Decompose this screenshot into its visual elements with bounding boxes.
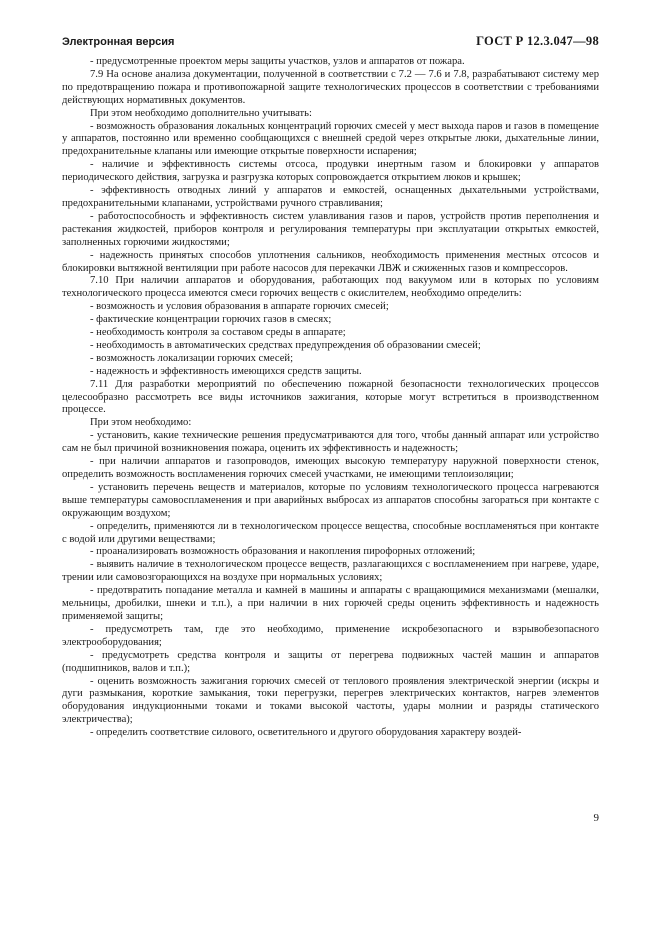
paragraph: - предусмотренные проектом меры защиты участков, узлов и аппаратов от пожара. — [90, 56, 465, 67]
paragraph: - возможность образования локальных концентраций горючих смесей у мест выхода паров и газов в помещение у аппаратов, постоянно или временно сообщающихся с внешней средой через открытые люки, дыхательные линии, предохранительные клапаны или имеющие открытые поверхности испарения; — [62, 120, 599, 158]
paragraph: - проанализировать возможность образования и накопления пирофорных отложений; — [90, 546, 476, 558]
header-standard-number: ГОСТ Р 12.3.047—98 — [476, 34, 599, 48]
paragraph: - установить перечень веществ и материалов, которые по условиям технологического процесса нагреваются выше температуры самовоспламенения и при аварийных выбросах из аппаратов способны загораться при контакте с окружающим воздухом; — [62, 481, 599, 519]
paragraph: - определить соответствие силового, осветительного и другого оборудования характеру воздей- — [90, 727, 522, 739]
paragraph: - предусмотреть средства контроля и защиты от перегрева подвижных частей машин и аппаратов (подшипников, валов и т.п.); — [62, 649, 599, 674]
page-number: 9 — [593, 812, 599, 824]
paragraph: При этом необходимо дополнительно учитывать: — [90, 107, 312, 119]
paragraph: 7.11 Для разработки мероприятий по обеспечению пожарной безопасности технологических процессов целесообразно рассмотреть все виды источников зажигания, которые могут встретиться в производственном процессе. — [62, 378, 599, 416]
paragraph: 7.10 При наличии аппаратов и оборудования, работающих под вакуумом или в которых по условиям технологического процесса имеются смеси горючих веществ с окислителем, необходимо определить: — [62, 275, 599, 300]
paragraph: - предусмотреть там, где это необходимо, применение искробезопасного и взрывобезопасного электрооборудования; — [62, 623, 599, 648]
paragraph: - возможность локализации горючих смесей; — [90, 352, 294, 364]
paragraph: - наличие и эффективность системы отсоса, продувки инертным газом и блокировки у аппаратов периодического действия, загрузка и разгрузка которых сопровождается открытием люков и крышек; — [62, 159, 599, 184]
paragraph: - выявить наличие в технологическом процессе веществ, разлагающихся с воспламенением при нагреве, ударе, трении или самовозгорающихся на воздухе при нормальных условиях; — [62, 559, 599, 584]
paragraph: - установить, какие технические решения предусматриваются для того, чтобы данный аппарат или устройство сам не был причиной возникновения пожара, оценить их эффективность и надежность; — [62, 430, 599, 455]
paragraph: - фактические концентрации горючих газов в смесях; — [90, 314, 332, 326]
header-edition-label: Электронная версия — [62, 36, 175, 48]
paragraph: 7.9 На основе анализа документации, полученной в соответствии с 7.2 — 7.6 и 7.8, разрабатывают систему мер по предотвращению пожара и противопожарной защите технологических процессов в соответствии с требованиями действующих нормативных документов. — [62, 68, 599, 106]
paragraph: - надежность и эффективность имеющихся средств защиты. — [90, 365, 362, 377]
paragraph: - определить, применяются ли в технологическом процессе вещества, способные воспламеняться при контакте с водой или другими веществами; — [62, 520, 599, 545]
paragraph: - необходимость в автоматических средствах предупреждения об образовании смесей; — [90, 339, 481, 351]
paragraph: - эффективность отводных линий у аппаратов и емкостей, оснащенных дыхательными устройствами, предохранительными клапанами, устройствами ручного стравливания; — [62, 185, 599, 209]
paragraph: - предотвратить попадание металла и камней в машины и аппараты с вращающимися механизмами (мешалки, мельницы, дробилки, шнеки и т.п.), а при наличии в них горючей среды оценить эффективность и надежность применяемой защиты; — [62, 585, 599, 622]
paragraph: При этом необходимо: — [90, 417, 192, 429]
paragraph: - необходимость контроля за составом среды в аппарате; — [90, 327, 346, 339]
paragraph: - надежность принятых способов уплотнения сальников, необходимость применения местных отсосов и блокировки вытяжной вентиляции при работе насосов для перекачки ЛВЖ и сжиженных газов и компрессоров. — [62, 249, 599, 274]
document-body — [62, 56, 599, 740]
paragraph: - оценить возможность зажигания горючих смесей от теплового проявления электрической энергии (искры и дуги размыкания, короткие замыкания, токи перегрузки, перегрев электрических контактов, нагрев элементов оборудования индукционными токами и токами высокой частоты, удары молнии и разряды статического электричества); — [62, 675, 599, 726]
paragraph: - при наличии аппаратов и газопроводов, имеющих высокую температуру наружной поверхности стенок, определить возможность воспламенения горючих смесей участками, не имеющими теплоизоляции; — [62, 456, 599, 480]
paragraph: - работоспособность и эффективность систем улавливания газов и паров, устройств против переполнения и растекания жидкостей, приборов контроля и регулирования температуры при эксплуатации открытых емкостей, заполненных горючими жидкостями; — [62, 210, 599, 248]
paragraph: - возможность и условия образования в аппарате горючих смесей; — [90, 301, 389, 313]
